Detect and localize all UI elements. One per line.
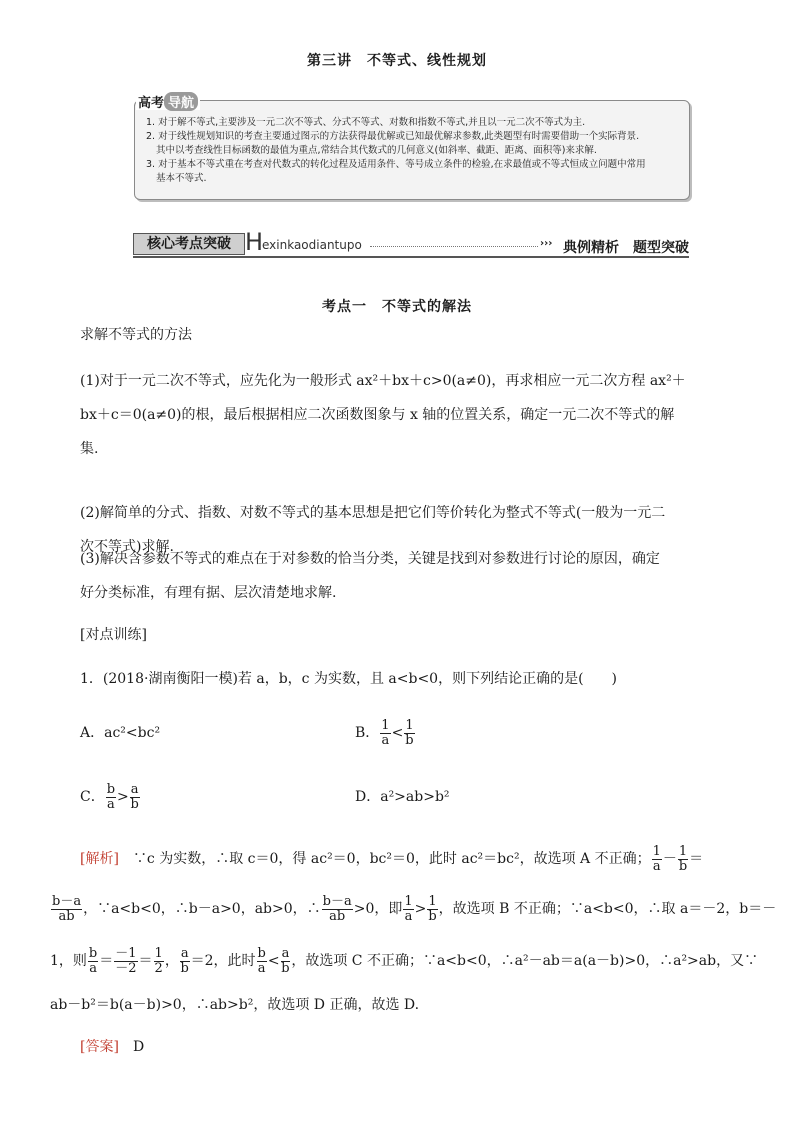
solution-line-4: ab－b²＝b(a－b)>0，∴ab>b²，故选项 D 正确，故选 D. bbox=[50, 997, 420, 1013]
answer-value: D bbox=[132, 1039, 145, 1055]
option-b: B． $\frac{1}{a}$ < $\frac{1}{b}$ bbox=[355, 717, 414, 748]
fraction: $\frac{-1}{-2}$ bbox=[115, 945, 137, 976]
fraction: $\frac{b}{a}$ bbox=[106, 781, 116, 812]
guide-item: 2. 对于线性规划知识的考查主要通过图示的方法获得最优解或已知最优解求参数,此类题型有时需要借助一个实际背景. bbox=[146, 131, 640, 142]
fraction: $\frac{b}{a}$ bbox=[257, 945, 266, 976]
core-section-underline bbox=[133, 256, 689, 258]
practice-heading: [对点训练] bbox=[80, 627, 147, 643]
option-a: A．ac²<bc² bbox=[80, 725, 161, 741]
p1-line: 集. bbox=[80, 441, 99, 457]
method-paragraph-1 bbox=[80, 364, 750, 466]
fraction: $\frac{1}{a}$ bbox=[652, 843, 661, 874]
section-title: 考点一 不等式的解法 bbox=[322, 299, 472, 315]
p1-line: (1)对于一元二次不等式，应先化为一般形式 ax²＋bx＋c>0(a≠0)，再求相应一元二次方程 ax²＋ bbox=[80, 373, 686, 389]
method-paragraph-3 bbox=[80, 542, 750, 610]
answer-label: [答案] bbox=[80, 1039, 119, 1055]
solution-line-2: $\frac{b-a}{ab}$ ，∵a<b<0，∴b－a>0，ab>0，∴ $\frac{b-a}{ab}$ >0，即 $\frac{1}{a}$ > $\frac{1}{b}$ ，故选项 B 不正确；∵a<b<0，∴取 a＝－2，b＝－ bbox=[52, 893, 777, 924]
fraction: $\frac{1}{2}$ bbox=[154, 945, 163, 976]
method-heading: 求解不等式的方法 bbox=[80, 327, 192, 343]
exam-guide-label bbox=[136, 92, 200, 110]
option-c: C． $\frac{b}{a}$ > $\frac{a}{b}$ bbox=[80, 781, 139, 812]
option-d: D．a²>ab>b² bbox=[355, 789, 450, 805]
fraction: $\frac{1}{a}$ bbox=[381, 717, 390, 748]
exam-guide-label-highlight: 导航 bbox=[164, 92, 198, 111]
chevrons-icon: ››› bbox=[540, 238, 553, 249]
core-section-subtitle: 典例精析 题型突破 bbox=[563, 240, 689, 256]
p3-line: 好分类标准，有理有据、层次清楚地求解. bbox=[80, 585, 337, 601]
guide-item: 基本不等式. bbox=[156, 173, 207, 184]
exam-guide-label-prefix: 高考 bbox=[138, 96, 165, 111]
guide-item: 1. 对于解不等式,主要涉及一元二次不等式、分式不等式、对数和指数不等式,并且以一元二次不等式为主. bbox=[146, 117, 586, 128]
core-section-pinyin: exinkaodiantupo bbox=[262, 238, 362, 252]
p2-line: (2)解简单的分式、指数、对数不等式的基本思想是把它们等价转化为整式不等式(一般为一元二 bbox=[80, 505, 666, 521]
p3-line: (3)解决含参数不等式的难点在于对参数的恰当分类，关键是找到对参数进行讨论的原因，确定 bbox=[80, 551, 660, 567]
answer bbox=[80, 1030, 144, 1064]
dotted-divider bbox=[370, 246, 538, 247]
option-b-prefix: B． bbox=[355, 725, 380, 741]
fraction: $\frac{a}{b}$ bbox=[180, 945, 189, 976]
question-1: 1．(2018·湖南衡阳一模)若 a，b，c 为实数，且 a<b<0，则下列结论正确的是( ) bbox=[80, 671, 618, 687]
guide-item: 3. 对于基本不等式重在考查对代数式的转化过程及适用条件、等号成立条件的检验,在求最值或不等式恒成立问题中常用 bbox=[146, 159, 646, 170]
p2-line: 次不等式)求解. bbox=[80, 539, 174, 555]
solution-line-1: [解析] ∵c 为实数，∴取 c＝0，得 ac²＝0，bc²＝0，此时 ac²＝bc²，故选项 A 不正确； $\frac{1}{a}$ － $\frac{1}{b}$ ＝ bbox=[80, 843, 704, 874]
exam-guide-items bbox=[146, 116, 682, 186]
option-c-prefix: C． bbox=[80, 789, 105, 805]
fraction: $\frac{a}{b}$ bbox=[281, 945, 290, 976]
solution-line-3: 1，则 $\frac{b}{a}$ ＝ $\frac{-1}{-2}$ ＝ $\frac{1}{2}$ ， $\frac{a}{b}$ ＝2，此时 $\frac{b}{a}$ < $\frac{a}{b}$ ，故选项 C 不正确；∵a<b<0，∴a²－ab＝a(a－b)>0，∴a²>ab，又∵ bbox=[50, 945, 759, 976]
fraction: $\frac{a}{b}$ bbox=[130, 781, 139, 812]
core-section-initial: H bbox=[245, 228, 264, 256]
fraction: $\frac{b-a}{ab}$ bbox=[52, 893, 82, 924]
fraction: $\frac{b-a}{ab}$ bbox=[322, 893, 352, 924]
p1-line: bx＋c＝0(a≠0)的根，最后根据相应二次函数图象与 x 轴的位置关系，确定一元二次不等式的解 bbox=[80, 407, 675, 423]
fraction: $\frac{1}{b}$ bbox=[428, 893, 437, 924]
fraction: $\frac{b}{a}$ bbox=[88, 945, 98, 976]
fraction: $\frac{1}{b}$ bbox=[678, 843, 688, 874]
guide-item: 其中以考查线性目标函数的最值为重点,常结合其代数式的几何意义(如斜率、截距、距离、面积等)来求解. bbox=[156, 145, 597, 156]
fraction: $\frac{1}{b}$ bbox=[405, 717, 414, 748]
solution-label: [解析] bbox=[80, 851, 119, 867]
core-section-label: 核心考点突破 bbox=[133, 233, 245, 255]
page-title: 第三讲 不等式、线性规划 bbox=[307, 53, 487, 69]
fraction: $\frac{1}{a}$ bbox=[404, 893, 413, 924]
